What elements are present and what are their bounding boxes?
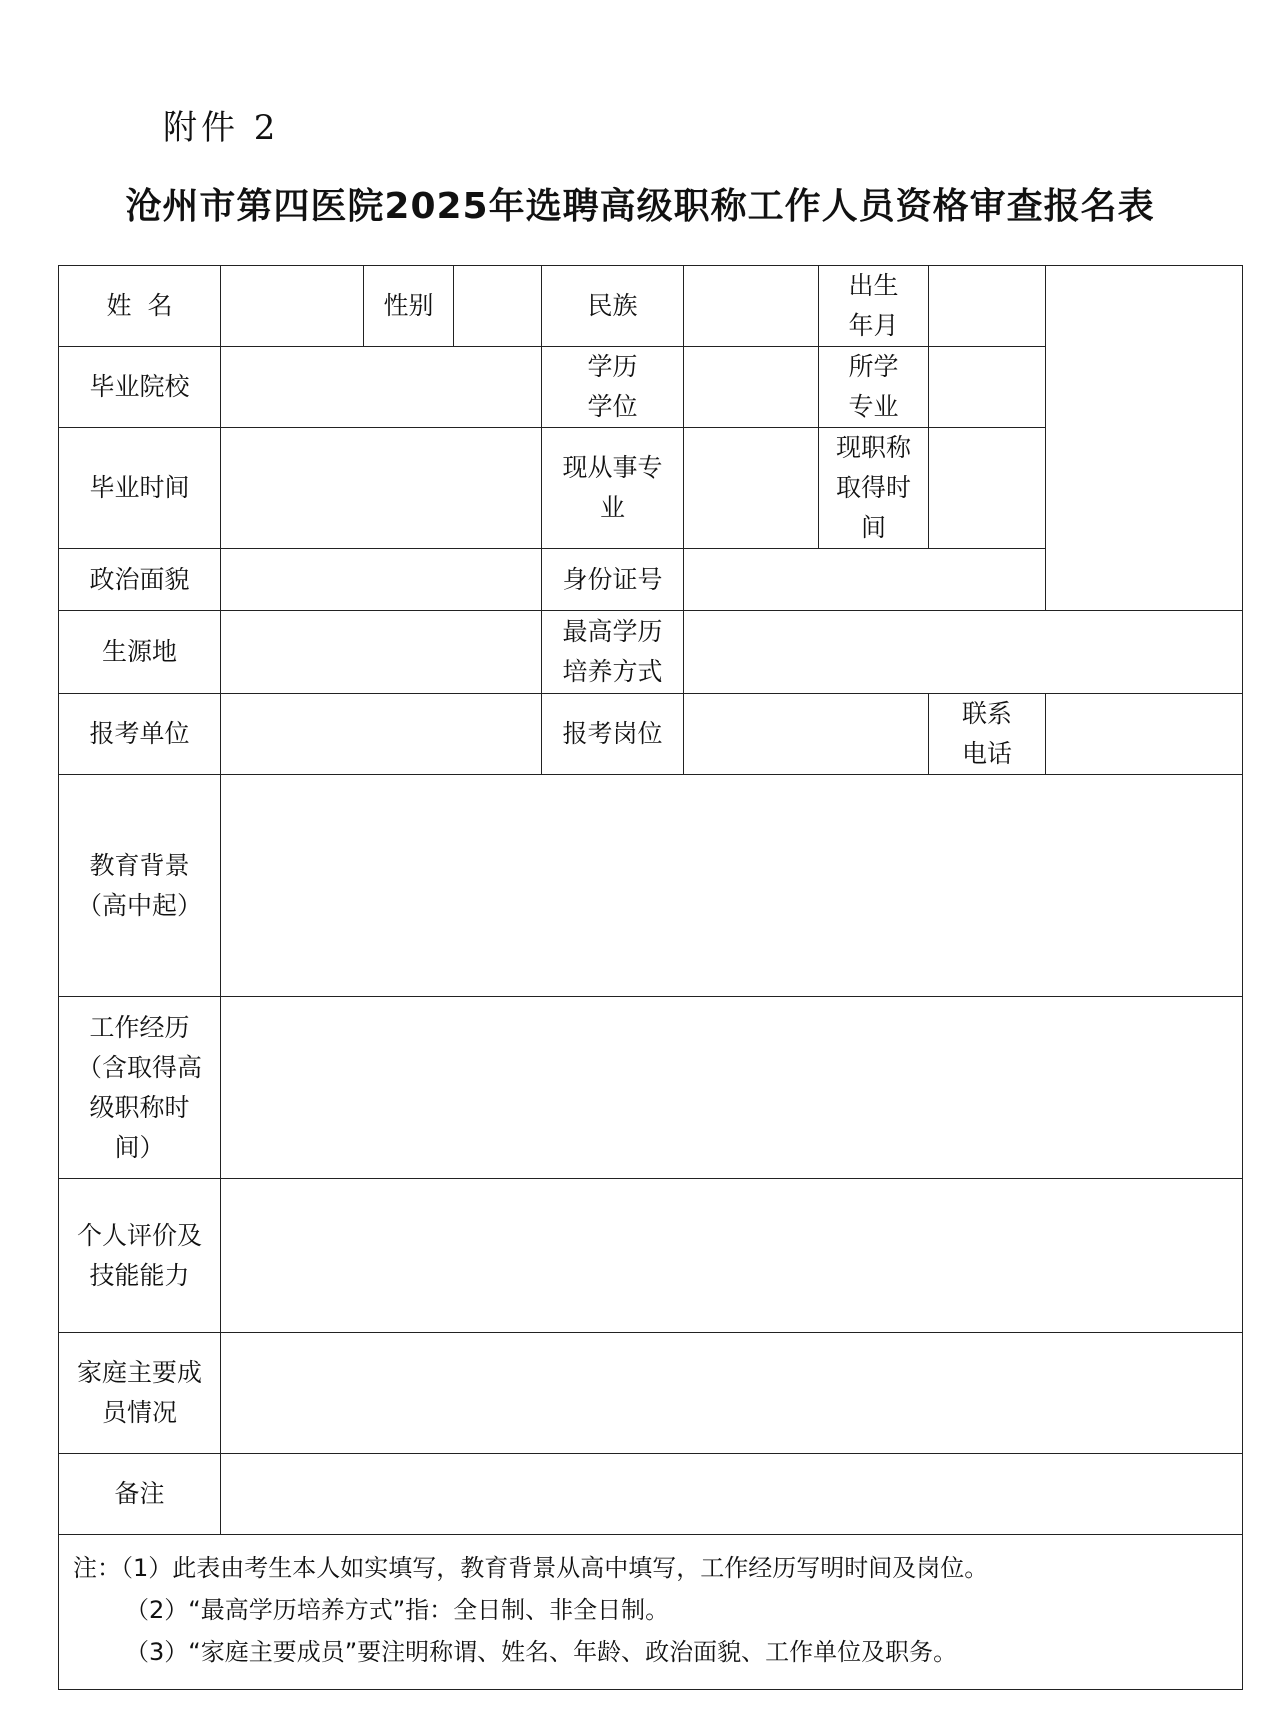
input-degree[interactable] (684, 347, 819, 428)
label-major (819, 347, 929, 428)
note-line-2: （2）“最高学历培养方式”指：全日制、非全日制。 (125, 1596, 670, 1624)
work-line4: 间） (114, 1132, 165, 1162)
work-line1: 工作经历 (89, 1012, 190, 1042)
input-family-members[interactable] (221, 1333, 1243, 1454)
current-spec-line2: 业 (599, 493, 625, 522)
label-political-status: 政治面貌 (59, 549, 221, 611)
input-origin[interactable] (221, 611, 542, 694)
note-line-3: （3）“家庭主要成员”要注明称谓、姓名、年龄、政治面貌、工作单位及职务。 (125, 1638, 958, 1666)
title-time-line1: 现职称 (835, 433, 911, 462)
label-self-evaluation (59, 1179, 221, 1333)
input-work-experience[interactable] (221, 997, 1243, 1179)
label-apply-post: 报考岗位 (542, 694, 684, 775)
input-birth-date[interactable] (929, 266, 1046, 347)
birth-label-line1: 出生 (848, 271, 899, 300)
phone-line1: 联系 (961, 699, 1012, 728)
input-self-evaluation[interactable] (221, 1179, 1243, 1333)
input-study-mode[interactable] (684, 611, 1243, 694)
input-gender[interactable] (454, 266, 542, 347)
phone-line2: 电话 (961, 739, 1012, 768)
label-current-specialty (542, 428, 684, 549)
input-political-status[interactable] (221, 549, 542, 611)
input-ethnicity[interactable] (684, 266, 819, 347)
input-major[interactable] (929, 347, 1046, 428)
title-time-line3: 间 (860, 513, 886, 542)
degree-label-line2: 学位 (587, 392, 638, 421)
eval-line2: 技能能力 (89, 1260, 190, 1290)
label-phone (929, 694, 1046, 775)
input-apply-post[interactable] (684, 694, 929, 775)
birth-label-line2: 年月 (848, 311, 899, 340)
label-education-background (59, 775, 221, 997)
input-remarks[interactable] (221, 1454, 1243, 1535)
label-degree (542, 347, 684, 428)
edu-line2: （高中起） (76, 890, 202, 920)
notes-section (59, 1535, 1243, 1690)
study-mode-line2: 培养方式 (562, 657, 663, 686)
input-title-obtained-time[interactable] (929, 428, 1046, 549)
degree-label-line1: 学历 (587, 352, 638, 381)
page-title: 沧州市第四医院2025年选聘高级职称工作人员资格审查报名表 (125, 186, 1155, 227)
label-remarks: 备注 (59, 1454, 221, 1535)
registration-form-table (58, 265, 1243, 1690)
input-education-background[interactable] (221, 775, 1243, 997)
edu-line1: 教育背景 (89, 850, 190, 880)
label-work-experience (59, 997, 221, 1179)
input-current-specialty[interactable] (684, 428, 819, 549)
label-id-number: 身份证号 (542, 549, 684, 611)
label-family-members (59, 1333, 221, 1454)
label-title-obtained-time (819, 428, 929, 549)
label-school: 毕业院校 (59, 347, 221, 428)
label-study-mode (542, 611, 684, 694)
work-line3: 级职称时 (89, 1092, 190, 1122)
input-graduation-time[interactable] (221, 428, 542, 549)
note-line-1: 注：（1）此表由考生本人如实填写，教育背景从高中填写，工作经历写明时间及岗位。 (73, 1554, 989, 1582)
input-name[interactable] (221, 266, 364, 347)
label-gender: 性别 (364, 266, 454, 347)
label-ethnicity: 民族 (542, 266, 684, 347)
attachment-label: 附件 2 (163, 108, 280, 148)
work-line2: （含取得高 (76, 1052, 202, 1082)
input-phone[interactable] (1046, 694, 1243, 775)
major-label-line1: 所学 (848, 352, 899, 381)
family-line2: 员情况 (101, 1398, 177, 1427)
eval-line1: 个人评价及 (76, 1220, 202, 1250)
family-line1: 家庭主要成 (76, 1358, 202, 1387)
study-mode-line1: 最高学历 (562, 617, 663, 646)
major-label-line2: 专业 (848, 392, 899, 421)
title-time-line2: 取得时 (835, 473, 911, 502)
current-spec-line1: 现从事专 (562, 453, 663, 482)
label-apply-unit: 报考单位 (59, 694, 221, 775)
label-graduation-time: 毕业时间 (59, 428, 221, 549)
photo-box (1046, 266, 1243, 611)
label-origin: 生源地 (59, 611, 221, 694)
label-name: 姓 名 (59, 266, 221, 347)
label-birth-date (819, 266, 929, 347)
input-school[interactable] (221, 347, 542, 428)
input-apply-unit[interactable] (221, 694, 542, 775)
input-id-number[interactable] (684, 549, 1046, 611)
